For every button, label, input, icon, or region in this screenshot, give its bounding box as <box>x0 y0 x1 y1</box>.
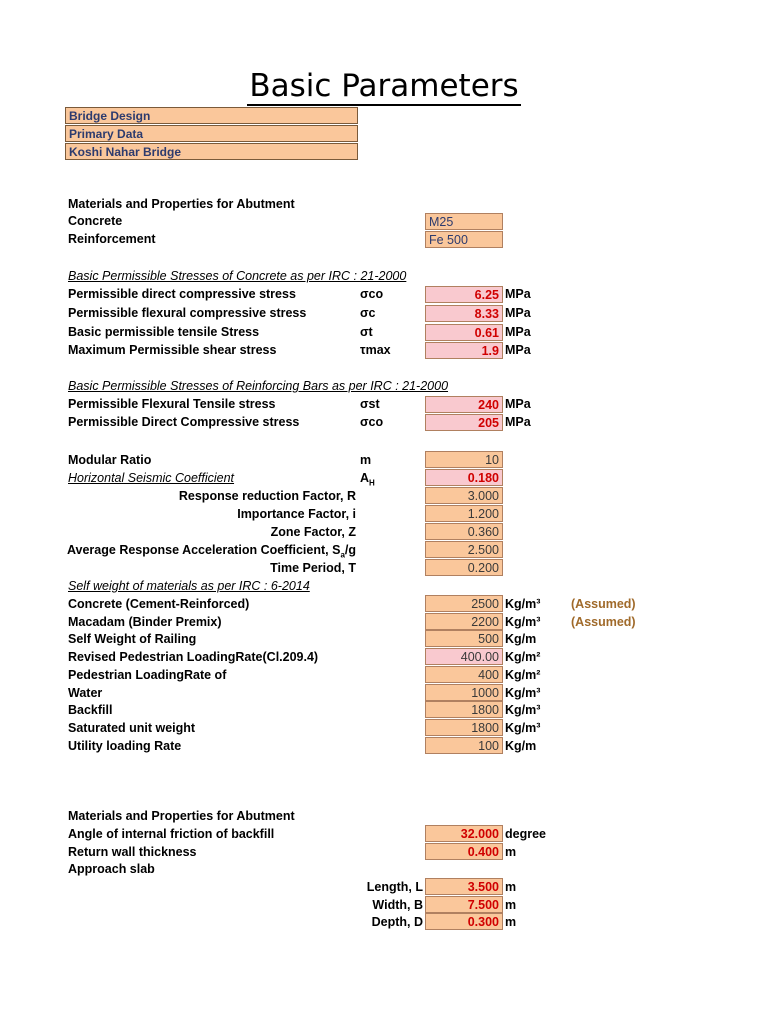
value-cell[interactable]: 2500 <box>425 595 503 612</box>
symbol-cell: σc <box>360 306 376 320</box>
label-friction-angle: Angle of internal friction of backfill <box>68 827 275 841</box>
section-heading-materials-2: Materials and Properties for Abutment <box>68 809 295 823</box>
value-cell[interactable]: 8.33 <box>425 305 503 322</box>
section-heading-materials: Materials and Properties for Abutment <box>68 197 295 211</box>
unit-cell: MPa <box>505 325 531 339</box>
label-seismic-coefficient: Horizontal Seismic Coefficient <box>68 471 235 485</box>
value-cell[interactable]: 0.61 <box>425 324 503 341</box>
label-bar-stress: Permissible Direct Compressive stress <box>68 415 300 429</box>
unit-cell: degree <box>505 827 546 841</box>
symbol-cell: σt <box>360 325 373 339</box>
label-response-acceleration: Average Response Acceleration Coefficient, $S_a/g$ <box>66 543 356 560</box>
section-heading-bar-stress: Basic Permissible Stresses of Reinforcing Bars as per IRC : 21-2000 <box>68 379 449 393</box>
symbol-modular-ratio: m <box>360 453 372 467</box>
section-heading-concrete-stress: Basic Permissible Stresses of Concrete as per IRC : 21-2000 <box>68 269 407 283</box>
value-cell[interactable]: 500 <box>425 630 503 647</box>
label-concrete-stress: Maximum Permissible shear stress <box>68 343 277 357</box>
value-cell[interactable]: 400 <box>425 666 503 683</box>
label-importance-factor: Importance Factor, i <box>237 507 356 521</box>
unit-cell: Kg/m <box>505 739 537 753</box>
symbol-cell: σco <box>360 415 384 429</box>
unit-cell: MPa <box>505 343 531 357</box>
symbol-cell: σco <box>360 287 384 301</box>
value-cell[interactable]: 240 <box>425 396 503 413</box>
unit-cell: MPa <box>505 415 531 429</box>
value-cell[interactable]: 0.200 <box>425 559 503 576</box>
unit-cell: Kg/m² <box>505 650 541 664</box>
unit-cell: m <box>505 915 517 929</box>
label-concrete-stress: Basic permissible tensile Stress <box>68 325 260 339</box>
value-cell[interactable]: 205 <box>425 414 503 431</box>
value-cell[interactable]: 2.500 <box>425 541 503 558</box>
label-self-weight: Revised Pedestrian LoadingRate(Cl.209.4) <box>68 650 319 664</box>
section-heading-self-weight: Self weight of materials as per IRC : 6-2014 <box>68 579 310 593</box>
unit-cell: Kg/m³ <box>505 597 541 611</box>
unit-cell: m <box>505 845 517 859</box>
label-reinforcement: Reinforcement <box>68 232 156 246</box>
value-width[interactable]: 7.500 <box>425 896 503 913</box>
value-cell[interactable]: 0.360 <box>425 523 503 540</box>
value-cell[interactable]: 3.000 <box>425 487 503 504</box>
value-cell[interactable]: 400.00 <box>425 648 503 665</box>
header-cell-primary-data[interactable]: Primary Data <box>65 125 358 142</box>
label-response-reduction: Response reduction Factor, R <box>178 489 356 503</box>
value-cell[interactable]: 1800 <box>425 719 503 736</box>
label-approach-slab: Approach slab <box>68 862 155 876</box>
unit-cell: Kg/m <box>505 632 537 646</box>
label-time-period: Time Period, T <box>270 561 356 575</box>
unit-cell: m <box>505 898 517 912</box>
label-self-weight: Concrete (Cement-Reinforced) <box>68 597 250 611</box>
unit-cell: MPa <box>505 397 531 411</box>
label-bar-stress: Permissible Flexural Tensile stress <box>68 397 276 411</box>
value-cell[interactable]: 100 <box>425 737 503 754</box>
page-title: Basic Parameters <box>249 68 519 104</box>
value-length[interactable]: 3.500 <box>425 878 503 895</box>
value-seismic-coefficient[interactable]: 0.180 <box>425 469 503 486</box>
label-modular-ratio: Modular Ratio <box>68 453 152 467</box>
label-self-weight: Water <box>68 686 103 700</box>
label-self-weight: Pedestrian LoadingRate of <box>68 668 227 682</box>
header-cell-bridge-design[interactable]: Bridge Design <box>65 107 358 124</box>
unit-cell: m <box>505 880 517 894</box>
value-friction-angle[interactable]: 32.000 <box>425 825 503 842</box>
value-depth[interactable]: 0.300 <box>425 913 503 930</box>
value-cell[interactable]: 1000 <box>425 684 503 701</box>
unit-cell: Kg/m³ <box>505 686 541 700</box>
unit-cell: Kg/m³ <box>505 703 541 717</box>
unit-cell: MPa <box>505 287 531 301</box>
label-concrete-stress: Permissible flexural compressive stress <box>68 306 307 320</box>
symbol-cell: τmax <box>360 343 391 357</box>
label-return-wall: Return wall thickness <box>68 845 197 859</box>
value-cell[interactable]: 1.9 <box>425 342 503 359</box>
header-cell-bridge-name[interactable]: Koshi Nahar Bridge <box>65 143 358 160</box>
value-return-wall[interactable]: 0.400 <box>425 843 503 860</box>
unit-cell: Kg/m³ <box>505 615 541 629</box>
unit-cell: MPa <box>505 306 531 320</box>
label-self-weight: Macadam (Binder Premix) <box>68 615 222 629</box>
label-zone-factor: Zone Factor, Z <box>270 525 356 539</box>
label-self-weight: Backfill <box>68 703 113 717</box>
label-depth: Depth, D <box>371 915 423 929</box>
label-concrete-stress: Permissible direct compressive stress <box>68 287 296 301</box>
label-width: Width, B <box>372 898 423 912</box>
label-length: Length, L <box>366 880 423 894</box>
value-concrete-grade[interactable]: M25 <box>425 213 503 230</box>
unit-cell: Kg/m³ <box>505 721 541 735</box>
label-self-weight: Utility loading Rate <box>68 739 182 753</box>
note-assumed: (Assumed) <box>571 597 636 611</box>
value-modular-ratio[interactable]: 10 <box>425 451 503 468</box>
value-cell[interactable]: 6.25 <box>425 286 503 303</box>
note-assumed: (Assumed) <box>571 615 636 629</box>
symbol-ah: $A_H$ <box>360 471 375 488</box>
label-concrete: Concrete <box>68 214 123 228</box>
value-cell[interactable]: 1800 <box>425 701 503 718</box>
unit-cell: Kg/m² <box>505 668 541 682</box>
label-self-weight: Self Weight of Railing <box>68 632 197 646</box>
label-self-weight: Saturated unit weight <box>68 721 196 735</box>
value-cell[interactable]: 2200 <box>425 613 503 630</box>
symbol-cell: σst <box>360 397 380 411</box>
value-reinforcement-grade[interactable]: Fe 500 <box>425 231 503 248</box>
value-cell[interactable]: 1.200 <box>425 505 503 522</box>
